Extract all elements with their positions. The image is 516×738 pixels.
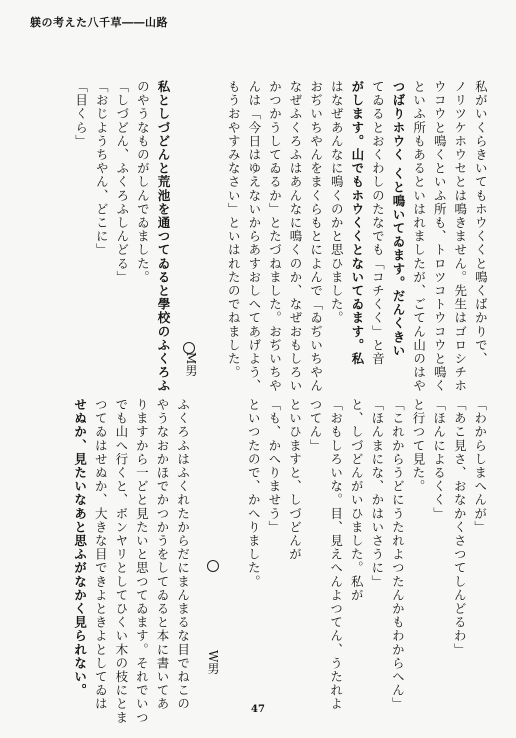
- text-column: ふくろふはふくれたからだにまんまるな目でねこの: [175, 398, 191, 711]
- text-column: つてん」: [308, 398, 324, 453]
- text-column: 「おもしろいな。目、見えへんよつてん、うたれよ: [328, 398, 344, 711]
- text-column: 「ほんまにな、かはいさうに」: [369, 398, 385, 589]
- text-column: といふ所もあるといはれましたが、ごてん山のはや: [411, 80, 427, 393]
- text-column: 「あこ見さ、おなかくさつてしんどるわ」: [452, 398, 468, 657]
- text-column: りますから一どと見たいと思つてゐます。それでいつ: [134, 398, 150, 725]
- text-column: なぜふくろふはあんなに鳴くのか、なぜおもしろい: [288, 80, 304, 393]
- text-column: もうおやすみなさい」といはれたのでねました。: [226, 80, 242, 380]
- text-column: おぢいちやんをまくらもとによんで「ゐぢいちやん: [308, 80, 324, 393]
- speaker-label-w: W男: [206, 650, 220, 675]
- text-column: でも山へ行くと、ボンヤリとしてひくい木の枝にとま: [113, 398, 129, 725]
- text-column: と、しづどんがいひました。私が: [349, 398, 365, 602]
- text-column: 「これからうどにうたれよつたんかもわからへん」: [390, 398, 406, 711]
- text-column: といつたので、かへりました。: [246, 398, 262, 589]
- running-head: 躾の考えた八千草――山路: [30, 16, 168, 29]
- passage-right-upper: [207, 80, 490, 393]
- text-column: ノリツケホウセとは鳴きません。先生はゴロシチホ: [452, 80, 468, 393]
- passage-right-lower: [64, 80, 173, 393]
- text-column: せぬか、見たいなあと思ふがなかく見られない。: [72, 398, 88, 698]
- text-column: 「おじようちやん、どこに」: [94, 80, 110, 257]
- text-column: つてゐはせぬか、大きな目できよときよとしてゐは: [93, 398, 109, 711]
- text-column: てゐるとおくわしのたなでも「コチくく」と音: [370, 80, 386, 366]
- text-column: 私としづどんと荒池を通つてゐると學校のふくろふ: [156, 80, 171, 393]
- text-column: やうなおかほでかつかうをしてゐると本に書いてあ: [155, 398, 170, 711]
- text-column: と行つて見た。: [411, 398, 427, 494]
- section-marker-circle-2: [207, 560, 219, 572]
- page-number: 47: [251, 704, 265, 715]
- text-column: 「わからしまへんが」: [472, 398, 488, 534]
- text-column: 「ほんによるくく」: [431, 398, 447, 521]
- text-column: 「しづどん、ふくろふしんどる」: [114, 80, 130, 284]
- text-column: といひますと、しづどんが: [287, 398, 303, 562]
- text-column: のやうなものがしんでゐました。: [135, 80, 151, 284]
- text-column: んは「今日はゆえないからあすおしへてあげよう、: [246, 80, 262, 393]
- speaker-label-m: M男: [184, 352, 198, 377]
- text-column: 私がいくらきいてもホウくくと鳴くばかりで、: [473, 80, 489, 366]
- text-column: ウコウと鳴くといふ所も、トロツコトウコウと鳴く: [432, 80, 448, 393]
- text-column: はなぜあんなに鳴くのかと思ひました。: [329, 80, 345, 325]
- text-column: つばりホウく くと鳴いてゐます。だんくきい: [391, 80, 407, 358]
- passage-left-lower: [63, 398, 193, 725]
- text-column: 「も、かへりませう」: [266, 398, 282, 534]
- text-column: かつかうしてゐるか」とたづねました。おぢいちや: [267, 80, 283, 393]
- text-column: 「目くら」: [73, 80, 89, 148]
- text-column: がします。山でもホウくくとないてゐます。私: [349, 80, 365, 366]
